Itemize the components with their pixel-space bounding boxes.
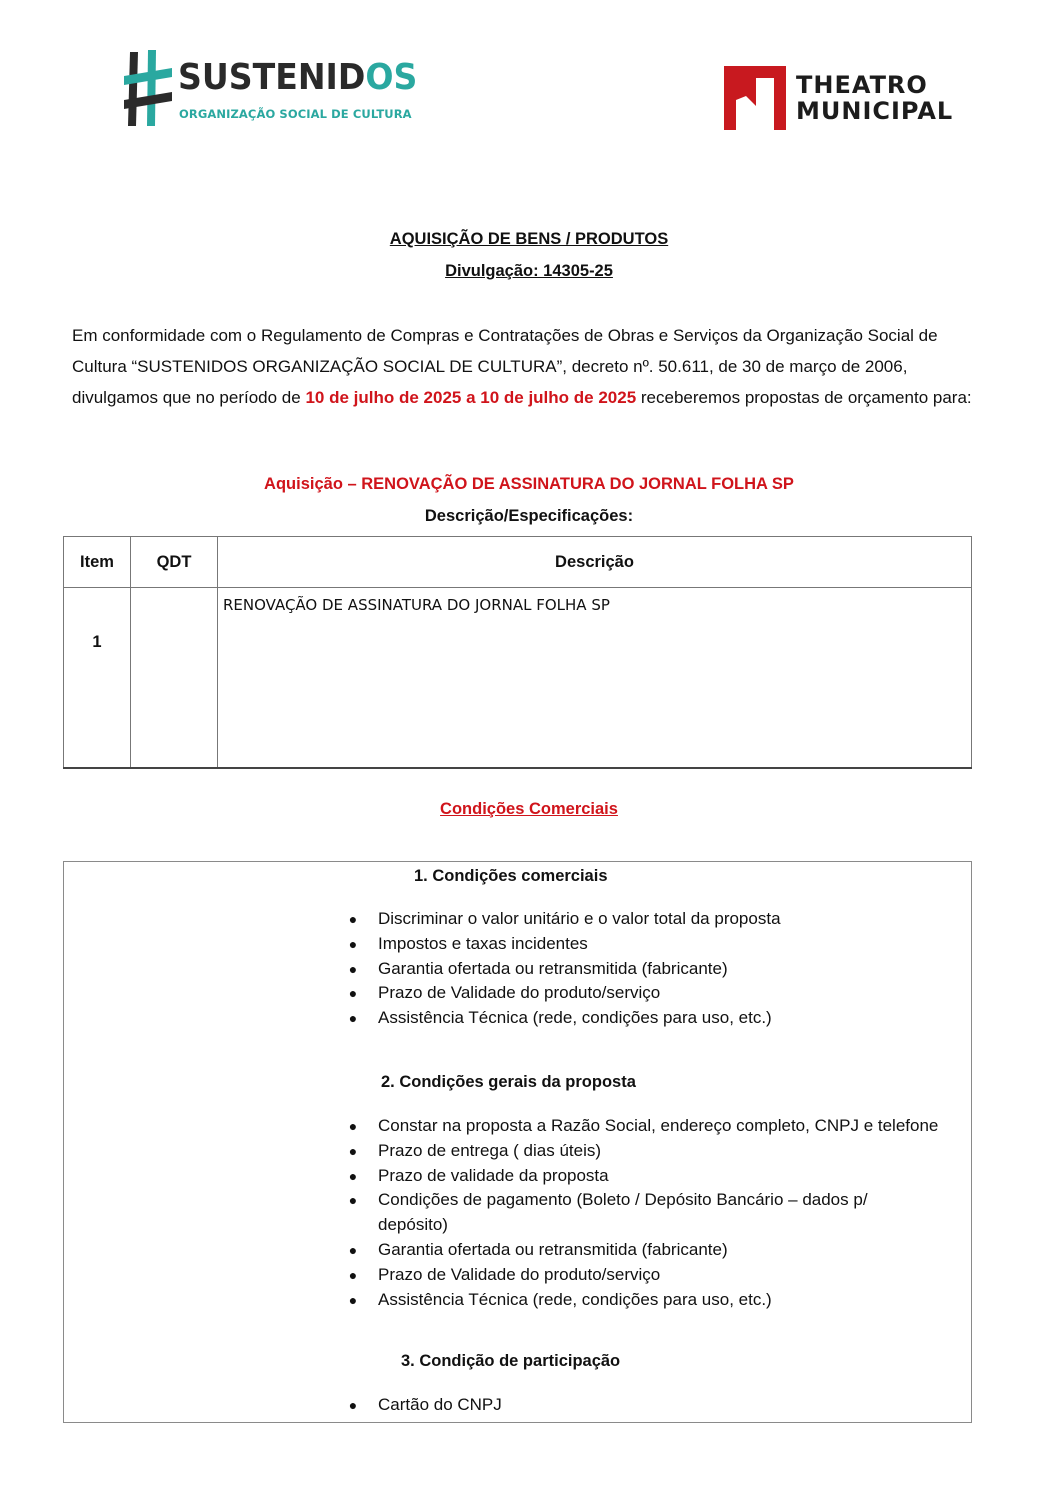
conditions-title: Condições Comerciais xyxy=(440,800,618,818)
intro-period-highlight: 10 de julho de 2025 a 10 de julho de 2025 xyxy=(305,388,637,407)
hash-logo-icon xyxy=(124,50,174,128)
bullet-icon: ● xyxy=(348,1397,358,1413)
list-item: ● Condições de pagamento (Boleto / Depósito Bancário – dados p/ depósito) xyxy=(346,1188,898,1238)
bullet-icon: ● xyxy=(348,1266,358,1283)
bullet-icon: ● xyxy=(348,1241,358,1258)
specifications-title: Descrição/Especificações: xyxy=(424,507,634,525)
municipal-text: MUNICIPAL xyxy=(796,97,954,125)
bullet-icon: ● xyxy=(348,1291,358,1308)
list-item: ● Garantia ofertada ou retransmitida (fabricante) xyxy=(346,1238,966,1263)
section-list-3 xyxy=(346,1393,966,1418)
acquisition-title: Aquisição – RENOVAÇÃO DE ASSINATURA DO JORNAL FOLHA SP xyxy=(264,475,794,493)
bullet-icon: ● xyxy=(348,935,358,952)
bullet-icon: ● xyxy=(348,1010,358,1027)
section-heading-1: 1. Condições comerciais xyxy=(414,867,608,885)
list-item: ● Prazo de entrega ( dias úteis) xyxy=(346,1139,966,1164)
intro-text-before: Em conformidade com o Regulamento de Compras e Contratações de Obras e Serviços da Organização Social de Cultura “SUSTENIDOS ORGANIZAÇÃO SOCIAL DE CULTURA”, decreto nº. 50.611, de 30 de março de 2006, divulgamos que no período de xyxy=(72,326,938,407)
sustenidos-logo xyxy=(124,50,418,130)
document-subtitle: Divulgação: 14305-25 xyxy=(445,262,613,280)
cell-item: 1 xyxy=(64,588,131,769)
bullet-icon: ● xyxy=(348,1118,358,1134)
list-item: ● Assistência Técnica (rede, condições para uso, etc.) xyxy=(346,1288,966,1313)
cell-qdt xyxy=(131,588,218,769)
list-item: ● Cartão do CNPJ xyxy=(346,1393,966,1418)
bullet-icon: ● xyxy=(348,1167,358,1184)
header-item: Item xyxy=(64,537,131,588)
document-title: AQUISIÇÃO DE BENS / PRODUTOS xyxy=(389,230,669,248)
section-list-1 xyxy=(346,907,966,1031)
theatro-text: THEATRO xyxy=(796,71,928,99)
cell-description: RENOVAÇÃO DE ASSINATURA DO JORNAL FOLHA SP xyxy=(218,588,972,769)
bullet-icon: ● xyxy=(348,960,358,977)
intro-paragraph xyxy=(72,320,988,413)
sustenidos-tagline: ORGANIZAÇÃO SOCIAL DE CULTURA xyxy=(179,107,412,121)
section-heading-3: 3. Condição de participação xyxy=(401,1352,621,1370)
list-item: ● Constar na proposta a Razão Social, endereço completo, CNPJ e telefone xyxy=(346,1114,966,1139)
section-list-2 xyxy=(346,1114,966,1312)
theatre-arch-icon xyxy=(724,66,786,130)
bullet-icon: ● xyxy=(348,1192,358,1209)
conditions-box xyxy=(63,861,972,1423)
list-item: ● Prazo de Validade do produto/serviço xyxy=(346,981,966,1006)
list-item: ● Impostos e taxas incidentes xyxy=(346,932,966,957)
list-item: ● Prazo de Validade do produto/serviço xyxy=(346,1263,966,1288)
table-row xyxy=(64,588,972,769)
list-item: ● Discriminar o valor unitário e o valor total da proposta xyxy=(346,907,966,932)
sustenidos-brand-text: SUSTENIDOS xyxy=(178,57,418,98)
items-table xyxy=(63,536,972,769)
section-heading-2: 2. Condições gerais da proposta xyxy=(381,1073,636,1091)
bullet-icon: ● xyxy=(348,911,358,927)
theatro-municipal-logo xyxy=(724,64,964,134)
list-item: ● Prazo de validade da proposta xyxy=(346,1164,966,1189)
list-item: ● Assistência Técnica (rede, condições para uso, etc.) xyxy=(346,1006,966,1031)
table-header-row xyxy=(64,537,972,588)
bullet-icon: ● xyxy=(348,985,358,1002)
list-item: ● Garantia ofertada ou retransmitida (fabricante) xyxy=(346,957,966,982)
bullet-icon: ● xyxy=(348,1142,358,1159)
intro-text-after: receberemos propostas de orçamento para: xyxy=(636,388,972,407)
header-qdt: QDT xyxy=(131,537,218,588)
header-description: Descrição xyxy=(218,537,972,588)
